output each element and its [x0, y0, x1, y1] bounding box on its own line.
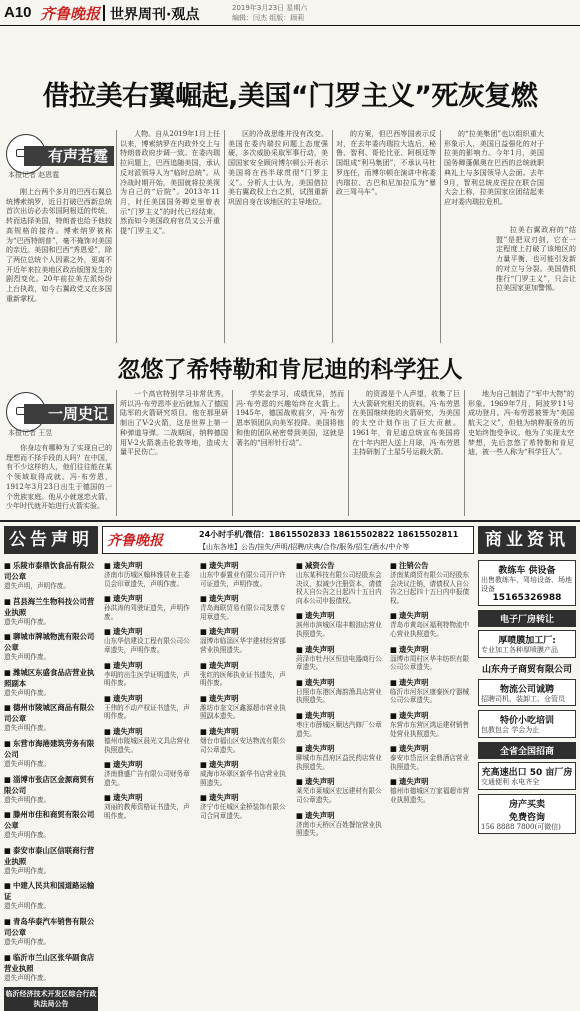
- classified-ad-title: ■ 遗失声明: [390, 776, 474, 787]
- classified-ad-title: ■ 莒县海兰生物科技公司营业执照: [4, 596, 98, 618]
- article2-byline: 本报记者 王昱: [8, 429, 53, 437]
- column-rule: [232, 390, 233, 516]
- biz-ad-title: 特价小吃培训: [499, 716, 554, 727]
- biz-ad-subtitle: 免费咨询: [508, 812, 545, 823]
- classified-ad: [390, 644, 474, 672]
- classified-ad: [296, 610, 384, 638]
- classified-ad: [296, 644, 384, 672]
- classified-ad-title: ■ 遗失声明: [200, 726, 290, 737]
- classified-ad: [200, 792, 290, 820]
- classified-ad-title: ■ 遗失声明: [104, 660, 194, 671]
- classified-ad-title: ■ 德州市陵城区商品有限公司公章: [4, 702, 98, 724]
- biz-ad-snacks: [478, 710, 576, 738]
- classified-ad-text: 青岛海联贸易有限公司发票专用章遗失。: [200, 604, 286, 621]
- classified-ad-text: 遗失声明，声明作废。: [4, 582, 70, 590]
- classified-ad: [104, 593, 194, 621]
- classified-ad: [200, 560, 290, 588]
- notice-header: 公告声明: [4, 526, 98, 554]
- classified-ad-text: 菏泽市牡丹区恒信电器商行公章遗失。: [296, 654, 382, 672]
- column-rule: [464, 390, 465, 516]
- classified-ad: [390, 560, 474, 605]
- classified-ad-text: 遗失声明作废。: [4, 973, 51, 982]
- hotline-banner: [102, 526, 474, 554]
- classified-ad-text: 刘丽的教师资格证书遗失，声明作废。: [104, 803, 190, 820]
- classified-ad-text: 遗失声明作废。: [4, 902, 51, 911]
- classified-ad: [200, 626, 290, 654]
- classified-ad-title: ■ 中建人民共和国道路运输证: [4, 880, 98, 902]
- biz-ad-text: 包教包会 学会为止: [481, 726, 540, 735]
- biz-ad-title: 物流公司诚聘: [499, 684, 554, 695]
- hotline-numbers: 24小时手机/微信：18615502833 18615502822 18615502811: [199, 530, 459, 539]
- business-header: 商业资讯: [478, 526, 576, 554]
- article1-column-3: 区的冷战思维并没有改变。美国在委内瑞拉问题上态度强硬，多次威胁采取军事行动，美国国家安全顾问博尔顿公开表示美国将在西半球贯彻“门罗主义”。分析人士认为，美国借拉美右翼政权上台之机，试图重新巩固自身在该地区的主导地位。: [228, 130, 328, 206]
- classified-ad-text: 遗失声明作废。: [4, 724, 51, 733]
- classified-ad-text: 莱芜市莱城区宏远建材有限公司公章遗失。: [296, 787, 382, 804]
- classified-ad: [104, 660, 194, 688]
- issue-date: 2019年3月23日 星期六: [232, 4, 308, 12]
- classified-ad-title: ■ 遗失声明: [200, 660, 290, 671]
- hotline-logo: 齐鲁晚报: [107, 533, 163, 549]
- article1-headline: 借拉美右翼崛起,美国“门罗主义”死灰复燃: [42, 81, 538, 112]
- classified-ad: [296, 560, 384, 605]
- classified-ad-title: ■ 减资公告: [296, 560, 384, 571]
- classified-ad: [4, 738, 98, 769]
- classified-ad-title: ■ 泰安市泰山区信联商行营业执照: [4, 845, 98, 867]
- classified-ad-text: 淄博市周村区华丰纺织有限公司公章遗失。: [390, 654, 470, 672]
- column-rule: [116, 130, 117, 343]
- column-rule: [116, 390, 117, 516]
- biz-ad-plant: [478, 762, 576, 790]
- classified-ad: [104, 792, 194, 820]
- classified-ad-text: 淄博市临淄区华宇建材经营部营业执照遗失。: [200, 637, 286, 654]
- editor-credit: 编辑：闫杰 组版：顾莉: [232, 14, 305, 22]
- article2-headline: 忽悠了希特勒和肯尼迪的科学狂人: [117, 357, 463, 383]
- classified-ad-title: ■ 遗失声明: [104, 593, 194, 604]
- classified-ad: [390, 710, 474, 738]
- classified-ad-text: 济南市天桥区百姓餐馆营业执照遗失。: [296, 820, 382, 838]
- classified-ad-text: 临沂市河东区康泰医疗器械公司公章遗失。: [390, 687, 470, 705]
- column-rule: [348, 390, 349, 516]
- classified-ad-title: ■ 注销公告: [390, 560, 474, 571]
- column-name: 一周史记: [24, 404, 114, 424]
- classified-ad-title: ■ 遗失声明: [296, 677, 384, 688]
- classified-ad-text: 德州市德城区万家福超市营业执照遗失。: [390, 787, 470, 804]
- classified-ad-text: 遗失声明作废。: [4, 795, 51, 804]
- classified-ad-text: 济南鼎盛广告有限公司财务章遗失。: [104, 770, 190, 787]
- classified-ad-text: 东营市东营区鸿运建材销售处营业执照遗失。: [390, 720, 470, 738]
- classified-ad-text: 威海市环翠区新华书店营业执照遗失。: [200, 770, 286, 787]
- classified-ad-title: ■ 遗失声明: [104, 726, 194, 737]
- classified-ad: [200, 759, 290, 787]
- classified-ad: [390, 743, 474, 771]
- classified-ad-text: 王伟的不动产权证书遗失，声明作废。: [104, 703, 190, 721]
- biz-ad-realestate: [478, 794, 576, 835]
- classified-ad-text: 遗失声明作废。: [4, 688, 51, 697]
- article1-column-1: 刚上台两个多月的巴西右翼总统博索纳罗，近日打破巴西新总统首次出访必去邻国阿根廷的传统，转而选择美国，特朗普也给予他较高规格的接待。博索纳罗被称为“巴西特朗普”，毫不掩饰对美国的亲近。美国和巴西“秀恩爱”，除了两位总统个人因素之外，更离不开近年来拉美地区政治版图发生的剧烈变化。20年前拉美左派纷纷上台执政，如今右翼政党又在多国重新掌权。: [6, 188, 112, 303]
- classified-ad: [4, 880, 98, 911]
- classified-ad-text: 遗失声明作废。: [4, 653, 51, 662]
- classified-ad-text: 山东某科技有限公司经股东会决议，拟减少注册资本，请债权人自公告之日起四十五日内向本公司申报债权。: [296, 571, 382, 605]
- classified-ad-title: ■ 临沂市兰山区张华副食店营业执照: [4, 952, 98, 974]
- classified-ad: [104, 693, 194, 721]
- classified-ad: [4, 631, 98, 662]
- article1-column-5: 的“拉美集团”也以组织重大形象示人，美国日益强化的对于拉美的影响力。今年1月，美国国务卿蓬佩奥在巴西的总统就职典礼上与多国领导人会面。去年9月，智利总统皮涅拉在联合国大会上称，拉美国家应团结起来应对委内瑞拉危机。: [444, 130, 544, 206]
- biz-ad-text: 交通便利 水电齐全: [481, 777, 540, 786]
- classified-ad-title: ■ 遗失声明: [104, 560, 194, 571]
- column-rule: [332, 130, 333, 343]
- article1-byline: 本报记者 赵恩霆: [8, 171, 60, 179]
- classified-ad-title: ■ 遗失声明: [390, 677, 474, 688]
- classified-ad-title: ■ 潍城区东盛食品店营业执照副本: [4, 667, 98, 689]
- classified-ad-title: ■ 遗失声明: [296, 710, 384, 721]
- classified-ad-text: 济宁市任城区金桥装饰有限公司合同章遗失。: [200, 803, 286, 820]
- classified-ad-text: 孙洪涛的驾驶证遗失，声明作废。: [104, 604, 190, 621]
- classified-ad-text: 山东中泰置业有限公司开户许可证遗失，声明作废。: [200, 571, 286, 588]
- classified-ad: [104, 726, 194, 754]
- classified-ad: [200, 693, 290, 721]
- classified-ad-text: 滨州市滨城区瑞丰粮油店营业执照遗失。: [296, 621, 382, 638]
- classifieds-section: [0, 520, 580, 1009]
- business-column: [478, 560, 576, 990]
- biz-ad-phone: 156 8888 7800(可微信): [481, 822, 561, 831]
- classified-ad: [4, 809, 98, 840]
- biz-ad-phone: 15165326988: [492, 593, 562, 604]
- classified-ad-text: 山东华信建设工程有限公司公章遗失，声明作废。: [104, 637, 190, 654]
- classified-ad-title: ■ 遗失声明: [200, 792, 290, 803]
- ad-column-4: [296, 560, 384, 990]
- page-number: A10: [4, 4, 32, 21]
- biz-ad-franchise: 全省全国招商: [478, 742, 576, 759]
- classified-ad-text: 遗失声明作废。: [4, 831, 51, 840]
- biz-ad-title: 教练车 供设备: [498, 566, 556, 576]
- classified-ad-title: ■ 东营市海港建筑劳务有限公司: [4, 738, 98, 760]
- classified-ad-text: 潍坊市奎文区鑫源超市营业执照副本遗失。: [200, 703, 286, 721]
- classified-ad-text: 遗失声明作废。: [4, 617, 51, 626]
- classified-ad-title: ■ 遗失声明: [200, 693, 290, 704]
- newspaper-logo: 齐鲁晚报: [40, 5, 101, 23]
- classified-ad: [296, 810, 384, 838]
- classified-ad-text: 枣庄市薛城区顺达汽修厂公章遗失。: [296, 720, 382, 738]
- classified-ad: [200, 660, 290, 688]
- biz-ad-text: 专业加工各种厚喷膜产品: [481, 646, 558, 655]
- classified-ad-title: ■ 遗失声明: [390, 743, 474, 754]
- biz-ad-text: 出售教练车、驾培设备、场地设备: [481, 576, 572, 593]
- biz-ad-factory: 电子厂房转让: [478, 610, 576, 627]
- classified-ad: [296, 710, 384, 738]
- article2-column-4: 的资源是个人声望，收集了巨大火箭研究相关的资料。冯·布劳恩在美国继续他的火箭研究，为美国的太空计划作出了巨大贡献。1961年，肯尼迪总统宣布美国将在十年内把人送上月球，冯·布劳恩主持研制了土星5号运载火箭。: [352, 390, 460, 457]
- article2-column-3: 学奖金学习，成绩优异，然而冯·布劳恩的兴趣始终在火箭上。1945年，德国战败前夕，冯·布劳恩率领团队向美军投降。美国将他和他的团队秘密带到美国，这就是著名的“回形针行动”。: [236, 390, 344, 447]
- biz-ad-spray: [478, 630, 576, 658]
- classified-ad: [390, 610, 474, 638]
- classified-ad-title: ■ 遗失声明: [390, 610, 474, 621]
- classified-ad-title: ■ 遗失声明: [104, 792, 194, 803]
- ad-column-1: [4, 560, 98, 1009]
- classified-ad-text: 泰安市岱岳区金鼎酒店营业执照遗失。: [390, 754, 470, 771]
- biz-ad-title: 充高速出口 50 亩厂房: [481, 767, 573, 778]
- biz-ad-title: 厚喷膜加工厂:: [498, 636, 556, 647]
- classified-ad-title: ■ 遗失声明: [296, 810, 384, 821]
- classified-ad-text: 聊城市东昌府区益民药店营业执照遗失。: [296, 754, 382, 771]
- classified-ad: [200, 726, 290, 754]
- article2-column-5: 地为自己制造了“军中大物”的形象。1969年7月，阿波罗11号成功登月。冯·布劳恩被誉为“美国航天之父”，但他为纳粹服务的历史始终饱受争议。他为了实现太空梦想，先后忽悠了希特勒和肯尼迪，被一些人称为“科学狂人”。: [468, 390, 574, 457]
- classified-ad-text: 烟台市福山区安达物流有限公司公章遗失。: [200, 736, 286, 754]
- ad-column-2: [104, 560, 194, 990]
- classified-ad-text: 青岛市黄岛区福利特物流中心营业执照遗失。: [390, 621, 470, 638]
- classified-ad-text: 张红的医师执业证书遗失，声明作废。: [200, 670, 286, 688]
- classified-ad-title: ■ 遗失声明: [104, 626, 194, 637]
- ad-column-3: [200, 560, 290, 990]
- biz-ad-company: 山东舟子商贸有限公司: [481, 664, 572, 675]
- classified-ad: [104, 626, 194, 654]
- biz-ad-text: 招聘司机、装卸工、仓管员: [481, 694, 565, 703]
- classified-ad-text: 遗失声明作废。: [4, 866, 51, 875]
- classified-ad-title: ■ 乐陵市泰鼎饮食品有限公司公章: [4, 560, 98, 582]
- service-list: 【山东各地】公告/挂失/声明/招聘/庆典/合作/服务/招生/酒水/中介等: [199, 543, 410, 551]
- classified-ad-title: ■ 遗失声明: [296, 644, 384, 655]
- classified-ad-title: ■ 淄博市张店区金源商贸有限公司: [4, 774, 98, 796]
- classified-ad: [4, 596, 98, 627]
- classified-ad-text: 李明的出生医学证明遗失，声明作废。: [104, 670, 190, 688]
- classified-ad-title: ■ 遗失声明: [296, 776, 384, 787]
- classified-ad-title: ■ 遗失声明: [200, 626, 290, 637]
- classified-ad: [296, 743, 384, 771]
- masthead-divider: [103, 5, 105, 21]
- masthead-meta: [232, 3, 307, 23]
- classified-ad-text: 日照市东港区海韵渔具店营业执照遗失。: [296, 687, 382, 705]
- classified-ad-title: ■ 聊城市牌城物流有限公司公章: [4, 631, 98, 653]
- classified-ad-text: 济南市历城区翰林雅居业主委员会印章遗失，声明作废。: [104, 571, 190, 588]
- column-rule: [440, 130, 441, 343]
- classified-ad: [4, 916, 98, 947]
- article1-column-4: 的方案，但巴西等国表示反对，在去年委内瑞拉大选后，秘鲁、智利、哥伦比亚、阿根廷等国组成“利马集团”，不承认马杜罗连任，而博尔顿在演讲中称委内瑞拉、古巴和尼加拉瓜为“暴政三驾马车”。: [336, 130, 436, 197]
- classified-ad-title: ■ 遗失声明: [104, 759, 194, 770]
- classified-ad: [4, 560, 98, 591]
- classified-ad: [390, 677, 474, 705]
- biz-ad-coach-car: [478, 560, 576, 606]
- article1-column-6: 拉美右翼政府的“结盟”是把双刃剑，它在一定程度上打破了该地区的力量平衡，也可能引发新的对立与分裂。美国借机推行“门罗主义”，只会让拉美国家更加警惕。: [496, 226, 576, 293]
- classified-ad-title: ■ 遗失声明: [390, 710, 474, 721]
- classified-ad: [4, 845, 98, 876]
- classified-ad: [4, 952, 98, 983]
- classified-ad: [4, 667, 98, 698]
- classified-ad-text: 遗失声明作废。: [4, 759, 51, 768]
- classified-ad-title: ■ 遗失声明: [296, 743, 384, 754]
- classified-ad: [104, 560, 194, 588]
- classified-ad: [296, 776, 384, 804]
- biz-ad-title: 房产买卖: [508, 799, 545, 810]
- classified-ad-text: 济南某商贸有限公司经股东会决议注销，请债权人自公告之日起四十五日内申报债权。: [390, 571, 470, 605]
- ad-column-5: [390, 560, 474, 990]
- column-name: 有声若霆: [24, 146, 114, 166]
- classified-ad-title: ■ 青岛华泰汽车销售有限公司公章: [4, 916, 98, 938]
- classified-ad-text: 遗失声明作废。: [4, 937, 51, 946]
- article1-column-2: 人物。自从2019年1月上任以来，博索纳罗在内政外交上与特朗普政府步调一致。在委内瑞拉问题上，巴西追随美国，承认反对派领导人为“临时总统”。从冷战时期开始，美国就将拉美视为自己的“后院”。2013年11月，时任美国国务卿克里曾表示“门罗主义”的时代已经结束，然而如今美国政府官员又公开重提“门罗主义”。: [120, 130, 220, 236]
- article2-column-2: 一个高官特别学习非常优秀，所以冯·布劳恩毕业后就加入了德国陆军的火箭研究项目。他在那里研制出了V-2火箭，这是世界上第一种弹道导弹。二战期间，纳粹德国用V-2火箭袭击伦敦等地，造成大量平民伤亡。: [120, 390, 228, 457]
- classified-ad: [104, 759, 194, 787]
- biz-ad-logistics: [478, 679, 576, 707]
- classified-ad-title: ■ 遗失声明: [104, 693, 194, 704]
- classified-ad-title: ■ 遗失声明: [390, 644, 474, 655]
- article2-column-1: 你身边有哪种为了实现自己的理想而不择手段的人吗？在中国，有不少这样的人，他们往往能在某个领域取得成就。冯·布劳恩，1912年3月23日出生于德国的一个贵族家庭。他从小就迷恋火箭，少年时代就开始进行火箭实验。: [6, 444, 112, 511]
- classified-ad-title: ■ 遗失声明: [200, 560, 290, 571]
- classified-ad: [200, 593, 290, 621]
- enforcement-notice-title: 临沂经济技术开发区综合行政执法局公告: [4, 987, 98, 1011]
- classified-ad-title: ■ 遗失声明: [296, 610, 384, 621]
- classified-ad-title: ■ 遗失声明: [200, 759, 290, 770]
- classified-ad-text: 德州市陵城区晨光文具店营业执照遗失。: [104, 736, 190, 754]
- classified-ad: [390, 776, 474, 804]
- classified-ad: [296, 677, 384, 705]
- column-rule: [224, 130, 225, 343]
- masthead: [0, 0, 580, 26]
- classified-ad: [4, 702, 98, 733]
- section-title: 世界周刊·观点: [110, 7, 200, 23]
- classified-ad-title: ■ 遗失声明: [200, 593, 290, 604]
- classified-ad-title: ■ 滕州市佳和商贸有限公司公章: [4, 809, 98, 831]
- classified-ad: [4, 774, 98, 805]
